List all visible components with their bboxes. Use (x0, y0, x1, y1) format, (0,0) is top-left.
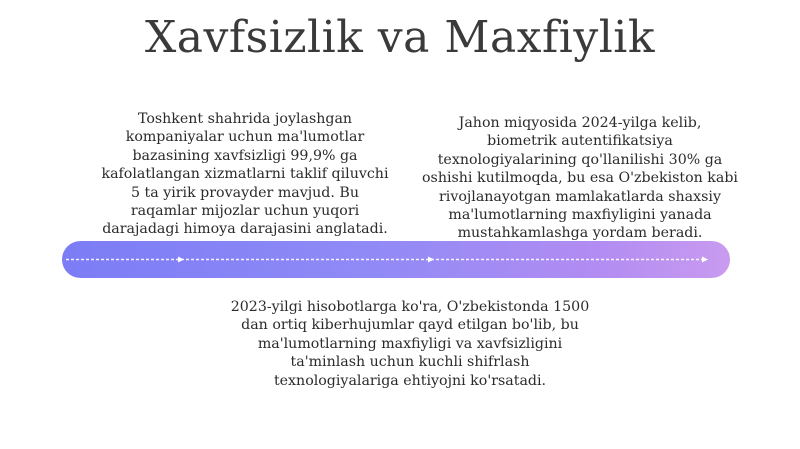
timeline-arrow-head (178, 257, 184, 263)
text-block-right: Jahon miqyosida 2024-yilga kelib, biometrik autentifikatsiya texnologiyalarining qo'llanilishi 30% ga oshishi kutilmoqda, bu esa O'zbekiston kabi rivojlanayotgan mamlakatlarda shaxsiy ma'lumotlarning maxfiyligini yanada mustahkamlashga yordam beradi. (422, 115, 738, 242)
timeline-arrow-head (702, 257, 708, 263)
timeline-arrow-head (428, 257, 434, 263)
timeline-bar (62, 241, 730, 278)
slide-title: Xavfsizlik va Maxfiylik (144, 12, 656, 63)
timeline-arrows (62, 241, 730, 278)
text-block-left: Toshkent shahrida joylashgan kompaniyalar uchun ma'lumotlar bazasining xavfsizligi 99,9% ga kafolatlangan xizmatlarni taklif qiluvchi 5 ta yirik provayder mavjud. Bu raqamlar mijozlar uchun yuqori darajadagi himoya darajasini anglatadi. (101, 111, 389, 238)
text-block-bottom: 2023-yilgi hisobotlarga ko'ra, O'zbekistonda 1500 dan ortiq kiberhujumlar qayd etilgan bo'lib, bu ma'lumotlarning maxfiyligi va xavfsizligini ta'minlash uchun kuchli shifrlash texnologiyalariga ehtiyojni ko'rsatadi. (230, 299, 590, 389)
